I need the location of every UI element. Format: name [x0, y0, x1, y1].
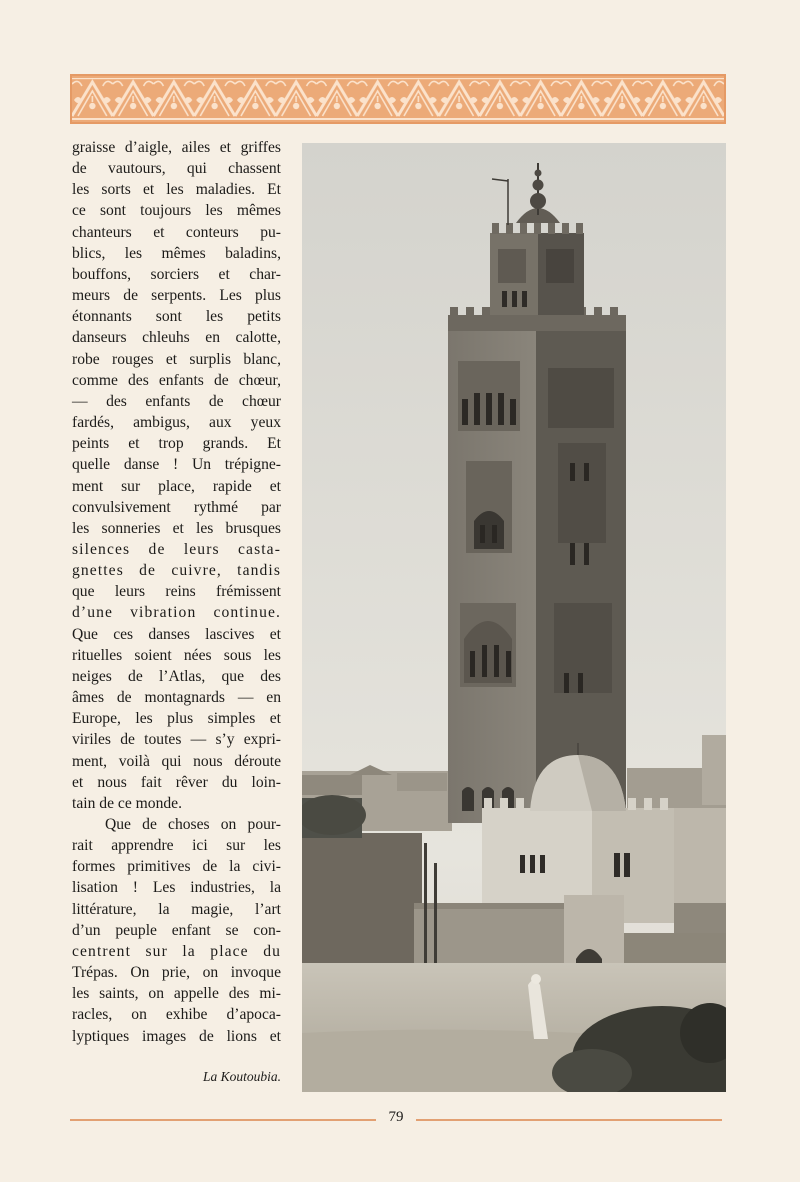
text-line: — des enfants de chœur	[72, 392, 281, 410]
text-line: âmes de montagnards — en	[72, 689, 281, 707]
text-line: les saints, on appelle des mi-	[72, 985, 281, 1003]
footer-rule-left	[70, 1119, 376, 1121]
text-line: Que de choses on pour-	[105, 816, 281, 833]
koutoubia-photograph	[302, 143, 726, 1092]
text-line: d’un peuple enfant se con-	[72, 921, 281, 939]
text-line: d’une vibration continue.	[72, 604, 281, 622]
text-line: convulsivement rythmé par	[72, 498, 281, 516]
text-line: que leurs reins frémissent	[72, 583, 281, 601]
text-line: peints et trop grands. Et	[72, 435, 281, 453]
photo-caption: La Koutoubia.	[202, 1069, 281, 1084]
text-line: Trépas. On prie, on invoque	[72, 964, 281, 982]
text-line: lyptiques images de lions et	[72, 1027, 281, 1045]
text-line: de vautours, qui chassent	[72, 160, 281, 178]
body-text-column	[72, 137, 281, 1047]
text-line: gnettes de cuivre, tandis	[72, 562, 281, 580]
text-line: robe rouges et surplis blanc,	[72, 350, 281, 368]
text-line: les sorts et les maladies. Et	[72, 181, 281, 199]
page-number: 79	[388, 1109, 404, 1125]
text-line: chanteurs et conteurs pu-	[72, 223, 281, 241]
text-line: fardés, ambigus, aux yeux	[72, 414, 281, 432]
text-line: Europe, les plus simples et	[72, 710, 281, 728]
text-line: silences de leurs casta-	[72, 540, 281, 558]
text-line: ment sur place, rapide et	[72, 477, 281, 495]
text-line: centrent sur la place du	[72, 942, 281, 960]
ornamental-header-band	[70, 74, 726, 124]
text-line: ce sont toujours les mêmes	[72, 202, 281, 220]
text-line: quelle danse ! Un trépigne-	[72, 456, 281, 474]
text-line: et nous fait rêver du loin-	[72, 773, 281, 791]
text-line: lisation ! Les industries, la	[72, 879, 281, 897]
text-line: meurs de serpents. Les plus	[72, 287, 281, 305]
minaret-photo-icon	[302, 143, 726, 1092]
arabesque-ornament-icon	[72, 76, 724, 122]
footer-rule-right	[416, 1119, 722, 1121]
text-line: racles, on exhibe d’apoca-	[72, 1006, 281, 1024]
text-line: rait apprendre ici sur les	[72, 837, 281, 855]
text-line: viriles de toutes — s’y expri-	[72, 731, 281, 749]
text-line: graisse d’aigle, ailes et griffes	[72, 139, 281, 156]
text-line: Que ces danses lascives et	[72, 625, 281, 643]
text-line: étonnants sont les petits	[72, 308, 281, 326]
text-line: neiges de l’Atlas, que des	[72, 667, 281, 685]
text-line: tain de ce monde.	[72, 794, 182, 812]
text-line: bouffons, sorciers et char-	[72, 265, 281, 283]
text-line: ment, voilà qui nous déroute	[72, 752, 281, 770]
text-line: comme des enfants de chœur,	[72, 371, 281, 389]
text-line: littérature, la magie, l’art	[72, 900, 281, 918]
text-line: danseurs chleuhs en calotte,	[72, 329, 281, 347]
text-line: blics, les mêmes baladins,	[72, 244, 281, 262]
text-line: formes primitives de la civi-	[72, 858, 281, 876]
text-line: rituelles soient nées sous les	[72, 646, 281, 664]
text-line: les sonneries et les brusques	[72, 519, 281, 537]
